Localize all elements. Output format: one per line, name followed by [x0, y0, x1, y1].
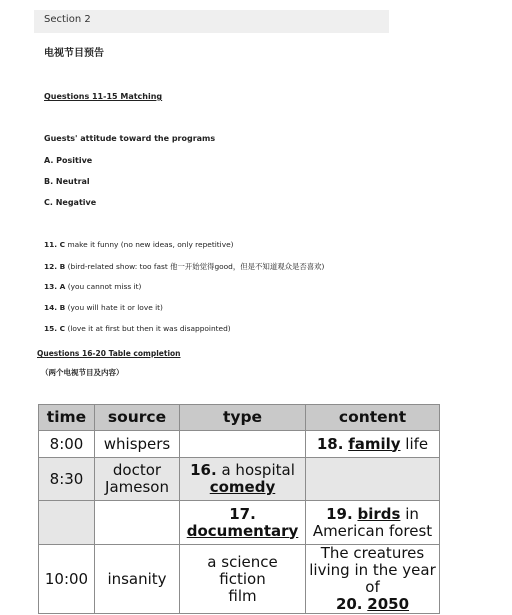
blank-number: 18.: [316, 434, 344, 453]
table-completion-subheading: （两个电视节目及内容）: [41, 368, 124, 377]
cell-text: a hospital: [216, 461, 295, 479]
cell-text: living in the year of: [309, 561, 436, 596]
cell-time: [39, 501, 95, 545]
header-source: source: [95, 405, 180, 431]
answer-number: 14. B: [44, 303, 66, 312]
answer-item: [44, 240, 234, 249]
cell-time: 8:00: [39, 431, 95, 458]
cell-source: [95, 501, 180, 545]
blank-answer: birds: [357, 504, 401, 523]
cell-text: life: [400, 434, 429, 453]
cell-type: [180, 431, 306, 458]
blank-number: 20.: [335, 595, 363, 613]
header-content: content: [306, 405, 440, 431]
answer-item: [44, 324, 231, 333]
answer-item: [44, 261, 324, 272]
cell-source: whispers: [95, 431, 180, 458]
answer-text: make it funny (no new ideas, only repetitive): [65, 240, 234, 249]
table-header-row: [39, 405, 440, 431]
section-label: Section 2: [44, 14, 91, 25]
cell-content: [306, 431, 440, 458]
answer-text: (you will hate it or love it): [65, 303, 163, 312]
answer-number: 13. A: [44, 282, 66, 291]
chinese-title: 电视节目预告: [44, 48, 104, 59]
answer-item: [44, 303, 163, 312]
table-row: [39, 458, 440, 501]
cell-time: 10:00: [39, 545, 95, 614]
cell-text: in: [400, 504, 419, 523]
answer-item: [44, 282, 141, 291]
cell-text: doctor: [112, 461, 162, 479]
blank-number: 16.: [190, 461, 217, 479]
attitude-heading: Guests' attitude toward the programs: [44, 134, 216, 143]
cell-source: insanity: [95, 545, 180, 614]
answer-text: (love it at first but then it was disappointed): [65, 324, 231, 333]
cell-text: Jameson: [105, 478, 169, 496]
cell-type: [180, 458, 306, 501]
program-table: [38, 404, 440, 614]
cell-source: [95, 458, 180, 501]
cell-text: The creatures: [320, 544, 425, 562]
table-row: [39, 545, 440, 614]
matching-heading: Questions 11-15 Matching: [44, 92, 163, 101]
section-header-bar: [34, 10, 389, 33]
table-completion-heading: Questions 16-20 Table completion: [37, 349, 181, 358]
cell-content: [306, 501, 440, 545]
answer-text: (bird-related show: too fast 他一开始觉得good，但是不知道观众是否喜欢): [65, 262, 325, 271]
cell-text: American forest: [312, 521, 433, 540]
option-negative: C. Negative: [44, 198, 97, 207]
option-neutral: B. Neutral: [44, 177, 90, 186]
cell-type: [180, 545, 306, 614]
cell-type: [180, 501, 306, 545]
cell-text: a science fiction: [207, 552, 278, 588]
cell-time: 8:30: [39, 458, 95, 501]
header-time: time: [39, 405, 95, 431]
answer-number: 11. C: [44, 240, 66, 249]
cell-content: [306, 458, 440, 501]
table-row: [39, 501, 440, 545]
cell-content: [306, 545, 440, 614]
answer-number: 15. C: [44, 324, 66, 333]
blank-answer: comedy: [209, 478, 276, 496]
blank-answer: family: [348, 434, 401, 453]
blank-answer: 2050: [367, 595, 410, 613]
answer-text: (you cannot miss it): [65, 282, 142, 291]
option-positive: A. Positive: [44, 156, 93, 165]
blank-answer: documentary: [186, 521, 299, 540]
blank-number: 17.: [229, 504, 256, 523]
cell-text: film: [228, 586, 257, 605]
header-type: type: [180, 405, 306, 431]
answer-number: 12. B: [44, 262, 66, 271]
blank-number: 19.: [326, 504, 353, 523]
table-row: [39, 431, 440, 458]
